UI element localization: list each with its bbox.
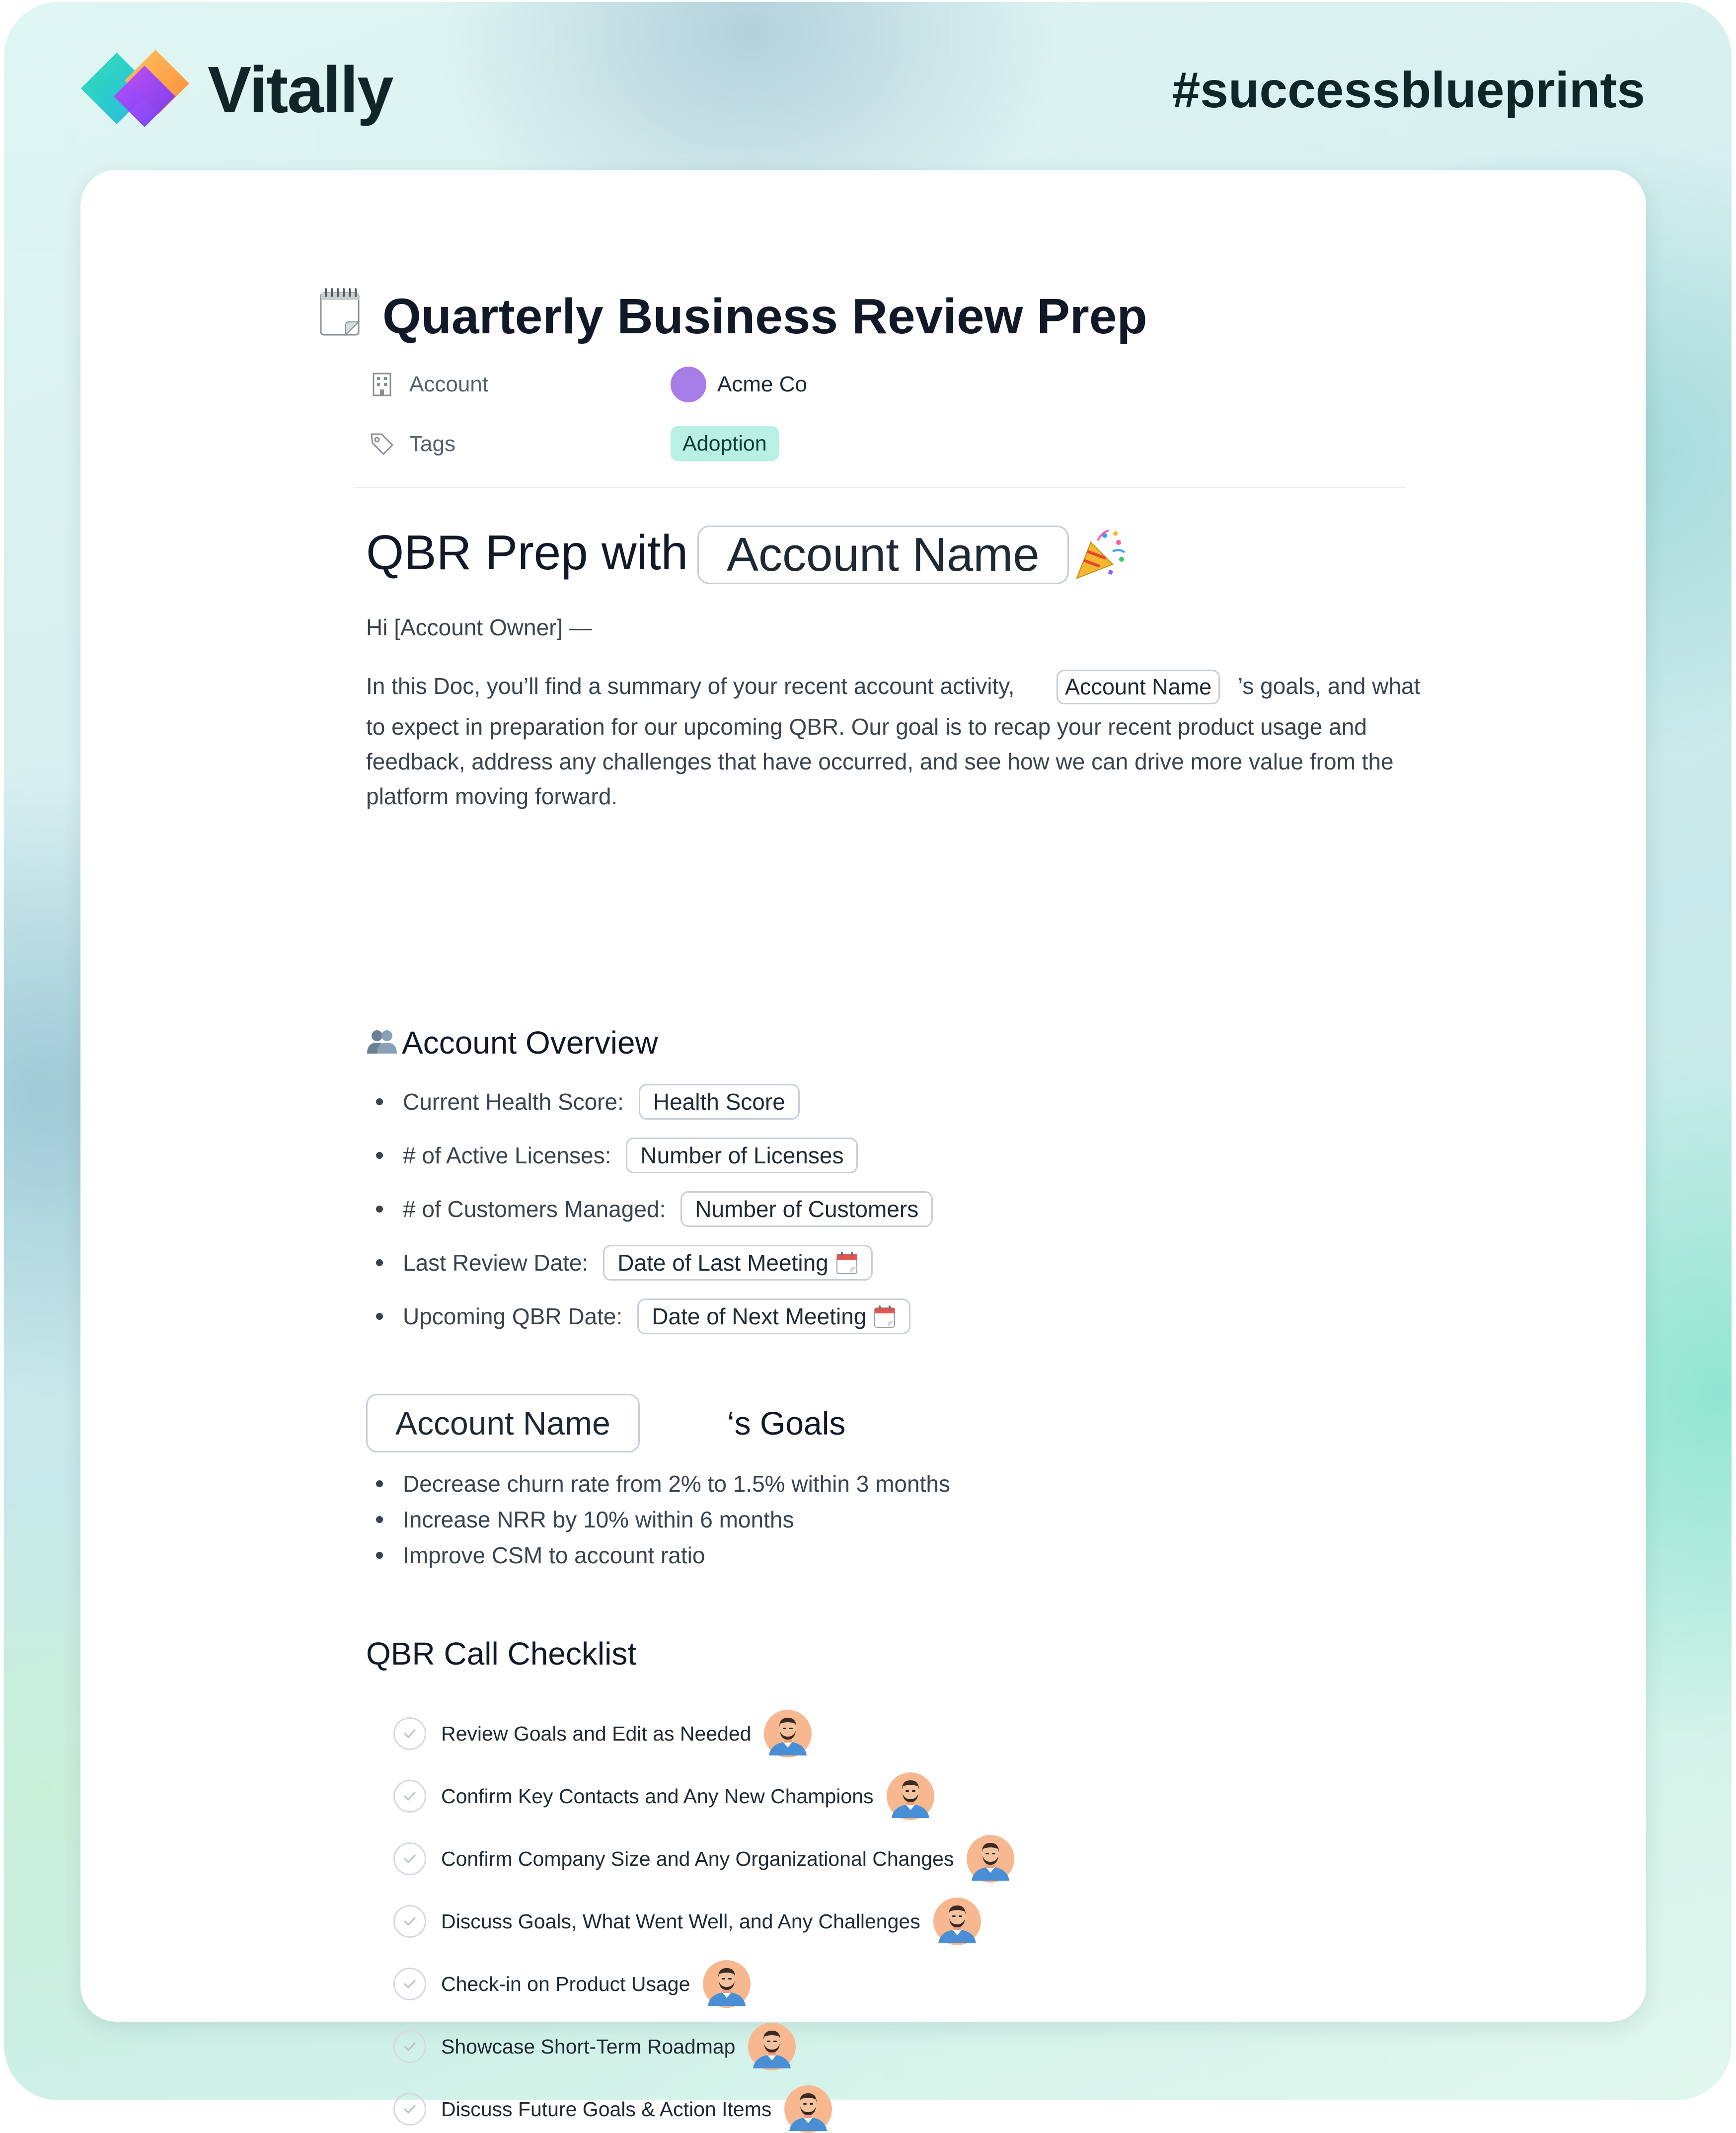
building-icon — [369, 371, 395, 397]
overview-item-customers — [376, 1189, 933, 1229]
goal-text: Increase NRR by 10% within 6 months — [403, 1507, 794, 1532]
check-icon — [402, 1728, 417, 1740]
party-popper-icon — [1074, 528, 1128, 581]
people-icon — [366, 1028, 398, 1056]
goal-item — [376, 1538, 705, 1573]
licenses-variable[interactable]: Number of Licenses — [626, 1138, 858, 1173]
notepad-icon — [319, 287, 362, 337]
checklist-item-text: Check-in on Product Usage — [441, 1972, 690, 1995]
checklist-item-text: Discuss Future Goals & Action Items — [441, 2097, 772, 2121]
overview-item-health-score — [376, 1082, 800, 1122]
bullet — [376, 1552, 383, 1559]
tag-chip-adoption[interactable]: Adoption — [671, 426, 779, 461]
checklist-heading: QBR Call Checklist — [366, 1636, 637, 1672]
tag-icon — [369, 430, 395, 457]
overview-item-upcoming-qbr — [376, 1296, 910, 1336]
calendar-icon — [873, 1304, 896, 1329]
intro-text-continued: to expect in preparation for our upcoming QBR. Our goal is to recap your recent product usage and feedback, address any challenges that have occurred, and see how we can drive more value from the platform moving forward. — [366, 714, 1394, 809]
checkbox[interactable] — [393, 2030, 426, 2063]
overview-label: Current Health Score: — [403, 1089, 624, 1115]
assignee-avatar[interactable] — [887, 1772, 934, 1820]
hashtag: #successblueprints — [1172, 62, 1645, 118]
checkbox[interactable] — [393, 1968, 426, 2000]
assignee-avatar[interactable] — [967, 1835, 1014, 1883]
calendar-icon — [835, 1250, 858, 1275]
checklist-item — [393, 1835, 1014, 1883]
bullet — [376, 1152, 383, 1159]
checkbox[interactable] — [393, 1717, 426, 1750]
checklist-item-text: Confirm Company Size and Any Organizational Changes — [441, 1847, 954, 1870]
overview-label: # of Customers Managed: — [403, 1196, 666, 1222]
account-overview-heading — [366, 1020, 658, 1065]
customers-variable[interactable]: Number of Customers — [680, 1191, 933, 1227]
checklist-item — [393, 1772, 934, 1820]
account-name-variable-goals[interactable]: Account Name — [366, 1394, 640, 1452]
assignee-avatar[interactable] — [784, 2085, 832, 2133]
bullet — [376, 1098, 383, 1105]
goal-item — [376, 1502, 794, 1537]
overview-label: Last Review Date: — [403, 1250, 589, 1276]
goal-text: Improve CSM to account ratio — [403, 1542, 705, 1568]
account-name-variable[interactable]: Account Name — [697, 526, 1069, 584]
check-icon — [402, 1790, 417, 1802]
goals-heading-suffix: ‘s Goals — [727, 1405, 846, 1442]
greeting-text: Hi [Account Owner] — — [366, 614, 593, 640]
divider — [354, 487, 1406, 488]
check-icon — [402, 1915, 417, 1927]
bullet — [376, 1516, 383, 1523]
checkbox[interactable] — [393, 1842, 426, 1875]
bullet — [376, 1313, 383, 1320]
overview-item-licenses — [376, 1136, 858, 1175]
last-meeting-variable[interactable] — [603, 1245, 872, 1281]
assignee-avatar[interactable] — [933, 1898, 981, 1945]
last-meeting-variable-text: Date of Last Meeting — [617, 1250, 829, 1276]
document-card — [80, 170, 1646, 2121]
qbr-heading: QBR Prep with — [366, 525, 688, 580]
account-name-variable-inline[interactable]: Account Name — [1057, 670, 1220, 704]
page-background — [4, 2, 1732, 2121]
intro-text-suffix: ’s goals, and what — [1238, 673, 1421, 699]
checkbox[interactable] — [393, 1905, 426, 1938]
property-label-tags: Tags — [409, 432, 455, 456]
checklist-item-text: Review Goals and Edit as Needed — [441, 1722, 752, 1745]
bullet — [376, 1206, 383, 1213]
brand-name: Vitally — [208, 53, 393, 126]
account-avatar — [671, 367, 706, 402]
check-icon — [402, 1978, 417, 1990]
next-meeting-variable[interactable] — [637, 1298, 910, 1334]
checkbox[interactable] — [393, 2093, 426, 2126]
overview-item-last-review — [376, 1243, 873, 1283]
intro-text: In this Doc, you’ll find a summary of your recent account activity, — [366, 673, 1015, 699]
checklist-item-text: Showcase Short-Term Roadmap — [441, 2035, 736, 2058]
goal-text: Decrease churn rate from 2% to 1.5% within 3 months — [403, 1471, 950, 1497]
account-value[interactable]: Acme Co — [717, 372, 807, 396]
vitally-logo-icon — [81, 45, 190, 132]
check-icon — [402, 2041, 417, 2053]
checklist-item-text: Confirm Key Contacts and Any New Champions — [441, 1784, 874, 1808]
assignee-avatar[interactable] — [703, 1960, 751, 2008]
bullet — [376, 1259, 383, 1266]
account-overview-heading-text: Account Overview — [402, 1025, 658, 1061]
checklist-item — [393, 1710, 812, 1757]
check-icon — [402, 2103, 417, 2115]
bullet — [376, 1480, 383, 1487]
checklist-item — [393, 2023, 796, 2070]
checkbox[interactable] — [393, 1780, 426, 1813]
property-label-account: Account — [409, 372, 488, 396]
next-meeting-variable-text: Date of Next Meeting — [652, 1303, 867, 1329]
assignee-avatar[interactable] — [748, 2023, 796, 2070]
checklist-item-text: Discuss Goals, What Went Well, and Any Challenges — [441, 1909, 920, 1933]
document-title[interactable]: Quarterly Business Review Prep — [382, 289, 1147, 344]
goal-item — [376, 1466, 950, 1501]
assignee-avatar[interactable] — [764, 1710, 812, 1757]
health-score-variable[interactable]: Health Score — [639, 1084, 800, 1120]
checklist-item — [393, 2085, 832, 2133]
checklist-item — [393, 1960, 751, 2008]
checklist-item — [393, 1898, 981, 1945]
overview-label: Upcoming QBR Date: — [403, 1303, 623, 1329]
overview-label: # of Active Licenses: — [403, 1143, 611, 1168]
check-icon — [402, 1853, 417, 1865]
